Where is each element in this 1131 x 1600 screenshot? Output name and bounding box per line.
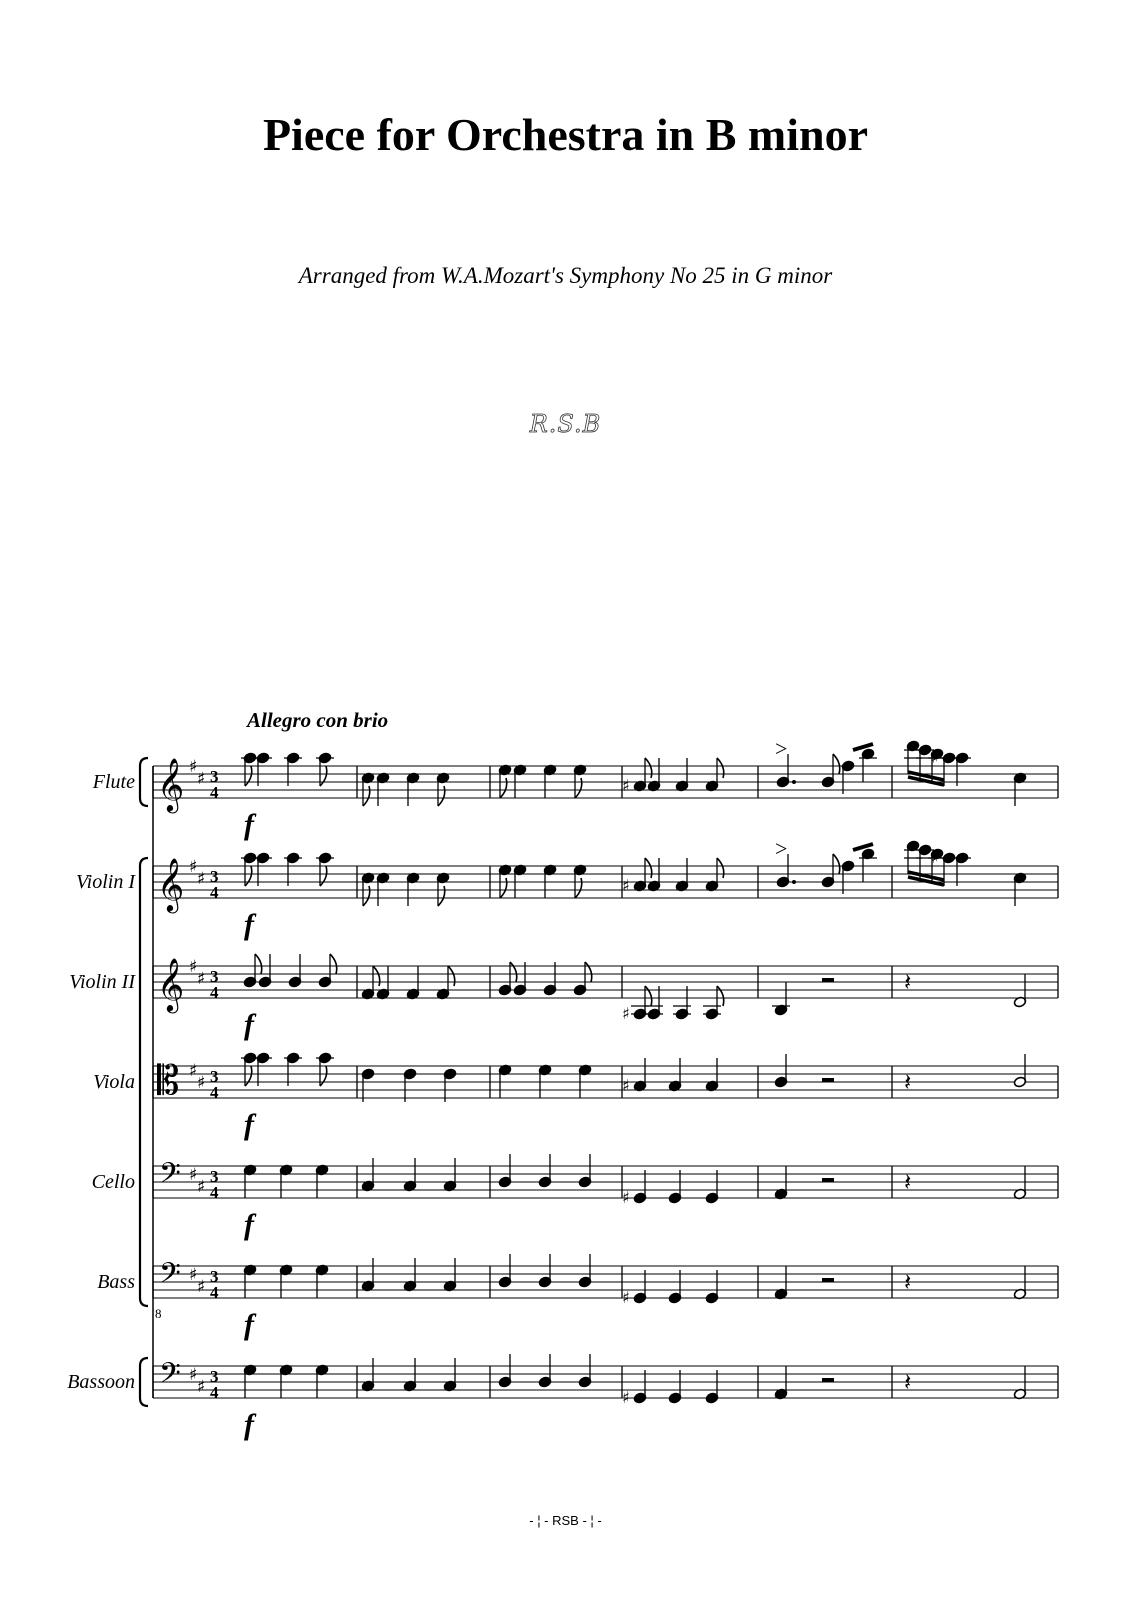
key-sharp-icon: ♯: [189, 1365, 198, 1385]
augmentation-dot: [792, 780, 796, 784]
accent-mark: >: [775, 836, 788, 861]
sharp-sign: ♯: [931, 848, 939, 867]
time-signature-denominator: 4: [210, 1283, 219, 1302]
half-rest: [822, 1178, 834, 1182]
dynamic-forte: f: [244, 1408, 254, 1441]
note-flag: [245, 866, 252, 886]
time-signature-denominator: 4: [210, 783, 219, 802]
time-signature-denominator: 4: [210, 1383, 219, 1402]
sharp-sign: ♯: [622, 1076, 630, 1095]
bassoon-bracket: [140, 1358, 148, 1406]
accent-mark: >: [775, 736, 788, 761]
treble-clef-icon: 𝄞: [157, 757, 185, 811]
note-flag: [500, 778, 507, 798]
note-flag: [330, 954, 337, 974]
time-signature-numerator: 3: [210, 967, 219, 986]
key-sharp-icon: ♯: [197, 769, 206, 789]
sharp-sign: ♯: [622, 1388, 630, 1407]
treble-clef-icon: 𝄞: [157, 857, 185, 911]
dynamic-forte: f: [244, 808, 254, 841]
time-signature-denominator: 4: [210, 1183, 219, 1202]
staff-name-flute: Flute: [92, 771, 135, 793]
note-flag: [438, 786, 445, 806]
key-sharp-icon: ♯: [189, 757, 198, 777]
quarter-rest: 𝄽: [904, 1368, 912, 1396]
note-flag: [438, 886, 445, 906]
dynamic-forte: f: [244, 1208, 254, 1241]
key-sharp-icon: ♯: [197, 1073, 206, 1093]
page-title: Piece for Orchestra in B minor: [262, 109, 869, 160]
sharp-sign: ♯: [931, 748, 939, 767]
key-sharp-icon: ♯: [189, 857, 198, 877]
key-sharp-icon: ♯: [197, 1377, 206, 1397]
note-flag: [645, 986, 652, 1006]
note-flag: [510, 962, 517, 982]
staff-name-viola: Viola: [93, 1071, 135, 1093]
staff-name-violin-i: Violin I: [75, 871, 135, 893]
time-signature-numerator: 3: [210, 867, 219, 886]
note-flag: [585, 962, 592, 982]
sharp-sign: ♯: [622, 1004, 630, 1023]
key-sharp-icon: ♯: [197, 1177, 206, 1197]
note-flag: [833, 854, 840, 874]
sharp-sign: ♯: [622, 876, 630, 895]
key-sharp-icon: ♯: [189, 1265, 198, 1285]
alto-clef-icon: 𝄡: [157, 1058, 180, 1104]
bass-clef-icon: 𝄢: [159, 1357, 181, 1397]
note-flag: [575, 778, 582, 798]
sharp-sign: ♯: [622, 1288, 630, 1307]
note-flag: [717, 858, 724, 878]
note-flag: [717, 986, 724, 1006]
key-sharp-icon: ♯: [189, 1061, 198, 1081]
half-rest: [822, 1378, 834, 1382]
note-flag: [255, 954, 262, 974]
note-flag: [373, 966, 380, 986]
dynamic-forte: f: [244, 1108, 254, 1141]
flute-bracket: [140, 758, 148, 806]
key-sharp-icon: ♯: [197, 969, 206, 989]
note-flag: [363, 786, 370, 806]
time-signature-numerator: 3: [210, 1267, 219, 1286]
octave-marking: 8: [155, 1306, 162, 1321]
sharp-sign: ♯: [622, 1188, 630, 1207]
half-rest: [822, 978, 834, 982]
key-sharp-icon: ♯: [197, 869, 206, 889]
note-flag: [320, 866, 327, 886]
note-flag: [575, 878, 582, 898]
half-rest: [822, 1078, 834, 1082]
tempo-marking: Allegro con brio: [247, 708, 389, 732]
time-signature-numerator: 3: [210, 1367, 219, 1386]
dynamic-forte: f: [244, 1308, 254, 1341]
note-flag: [448, 966, 455, 986]
dynamic-forte: f: [244, 908, 254, 941]
quarter-rest: 𝄽: [904, 968, 912, 996]
bass-clef-icon: 𝄢: [159, 1257, 181, 1297]
time-signature-numerator: 3: [210, 1167, 219, 1186]
staff-name-violin-ii: Violin II: [69, 971, 135, 993]
page-footer: - ¦ - RSB - ¦ -: [529, 1513, 602, 1528]
treble-clef-icon: 𝄞: [157, 957, 185, 1011]
staff-name-bassoon: Bassoon: [67, 1371, 135, 1393]
quarter-rest: 𝄽: [904, 1068, 912, 1096]
note-flag: [645, 758, 652, 778]
note-flag: [245, 766, 252, 786]
sharp-sign: ♯: [622, 776, 630, 795]
key-sharp-icon: ♯: [189, 1165, 198, 1185]
augmentation-dot: [792, 880, 796, 884]
time-signature-denominator: 4: [210, 1083, 219, 1102]
note-flag: [717, 758, 724, 778]
quarter-rest: 𝄽: [904, 1168, 912, 1196]
note-flag: [320, 1066, 327, 1086]
quarter-rest: 𝄽: [904, 1268, 912, 1296]
note-flag: [645, 858, 652, 878]
note-flag: [245, 1066, 252, 1086]
strings-bracket: [140, 858, 148, 1306]
bass-clef-icon: 𝄢: [159, 1157, 181, 1197]
staff-name-bass: Bass: [97, 1271, 135, 1293]
note-flag: [500, 878, 507, 898]
half-rest: [822, 1278, 834, 1282]
note-flag: [363, 886, 370, 906]
note-flag: [320, 766, 327, 786]
time-signature-denominator: 4: [210, 883, 219, 902]
composer-monogram: R.S.B: [529, 410, 602, 438]
time-signature-denominator: 4: [210, 983, 219, 1002]
key-sharp-icon: ♯: [189, 957, 198, 977]
note-flag: [833, 754, 840, 774]
key-sharp-icon: ♯: [197, 1277, 206, 1297]
time-signature-numerator: 3: [210, 1067, 219, 1086]
page-subtitle: Arranged from W.A.Mozart's Symphony No 25 in G minor: [298, 263, 833, 288]
dynamic-forte: f: [244, 1008, 254, 1041]
staff-name-cello: Cello: [91, 1171, 135, 1193]
time-signature-numerator: 3: [210, 767, 219, 786]
